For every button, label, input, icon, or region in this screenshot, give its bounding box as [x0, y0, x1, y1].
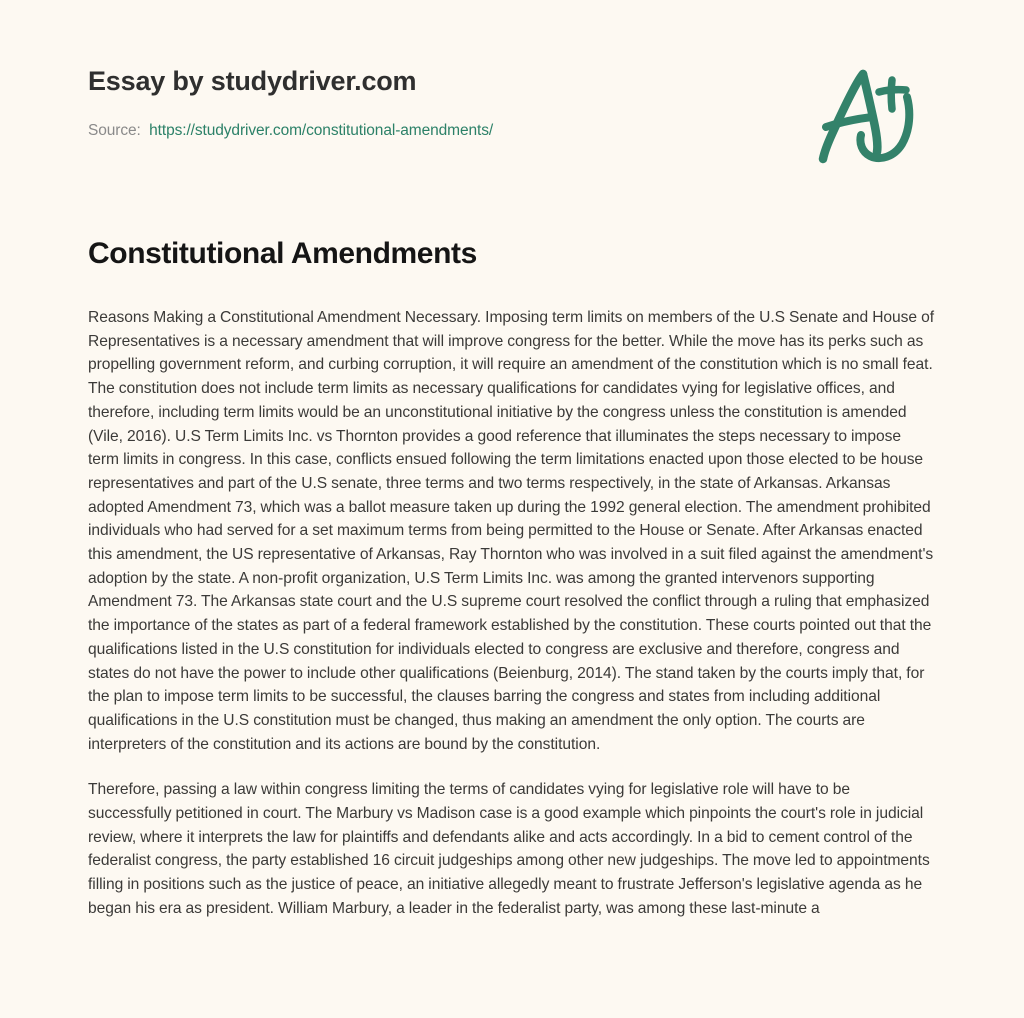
- source-line: [88, 122, 493, 140]
- a-plus-logo-icon: [806, 62, 924, 170]
- source-label: Source:: [88, 122, 141, 139]
- a-plus-logo[interactable]: [806, 62, 924, 170]
- article-paragraph: Reasons Making a Constitutional Amendment Necessary. Imposing term limits on members of the U.S Senate and House of Representatives is a necessary amendment that will improve congress for the better. While the move has its perks such as propelling government reform, and curbing corruption, it will require an amendment of the constitution which is no small feat. The constitution does not include term limits as necessary qualifications for candidates vying for legislative offices, and therefore, including term limits would be an unconstitutional initiative by the congress unless the constitution is amended (Vile, 2016). U.S Term Limits Inc. vs Thornton provides a good reference that illuminates the steps necessary to impose term limits in congress. In this case, conflicts ensued following the term limitations enacted upon those elected to be house representatives and part of the U.S senate, three terms and two terms respectively, in the state of Arkansas. Arkansas adopted Amendment 73, which was a ballot measure taken up during the 1992 general election. The amendment prohibited individuals who had served for a set maximum terms from being permitted to the House or Senate. After Arkansas enacted this amendment, the US representative of Arkansas, Ray Thornton who was involved in a suit filed against the amendment's adoption by the state. A non-profit organization, U.S Term Limits Inc. was among the granted intervenors supporting Amendment 73. The Arkansas state court and the U.S supreme court resolved the conflict through a ruling that emphasized the importance of the states as part of a federal framework established by the constitution. These courts pointed out that the qualifications listed in the U.S constitution for individuals elected to congress are exclusive and therefore, congress and states do not have the power to include other qualifications (Beienburg, 2014). The stand taken by the courts imply that, for the plan to impose term limits to be successful, the clauses barring the congress and states from including additional qualifications in the U.S constitution must be changed, thus making an amendment the only option. The courts are interpreters of the constitution and its actions are bound by the constitution.: [88, 309, 935, 753]
- source-url-link[interactable]: https://studydriver.com/constitutional-amendments/: [149, 122, 494, 139]
- article-paragraph: Therefore, passing a law within congress limiting the terms of candidates vying for legislative role will have to be successfully petitioned in court. The Marbury vs Madison case is a good example which pinpoints the court's role in judicial review, where it interprets the law for plaintiffs and defendants alike and acts accordingly. In a bid to cement control of the federalist congress, the party established 16 circuit judgeships among other new judgeships. The move led to appointments filling in positions such as the justice of peace, an initiative allegedly meant to frustrate Jefferson's legislative agenda as he began his era as president. William Marbury, a leader in the federalist party, was among these last-minute a: [88, 781, 930, 917]
- page-header: [0, 0, 1024, 190]
- brand-byline: Essay by studydriver.com: [88, 66, 417, 96]
- page-title: Constitutional Amendments: [88, 237, 477, 270]
- article-body: [88, 306, 936, 921]
- article: [88, 236, 936, 921]
